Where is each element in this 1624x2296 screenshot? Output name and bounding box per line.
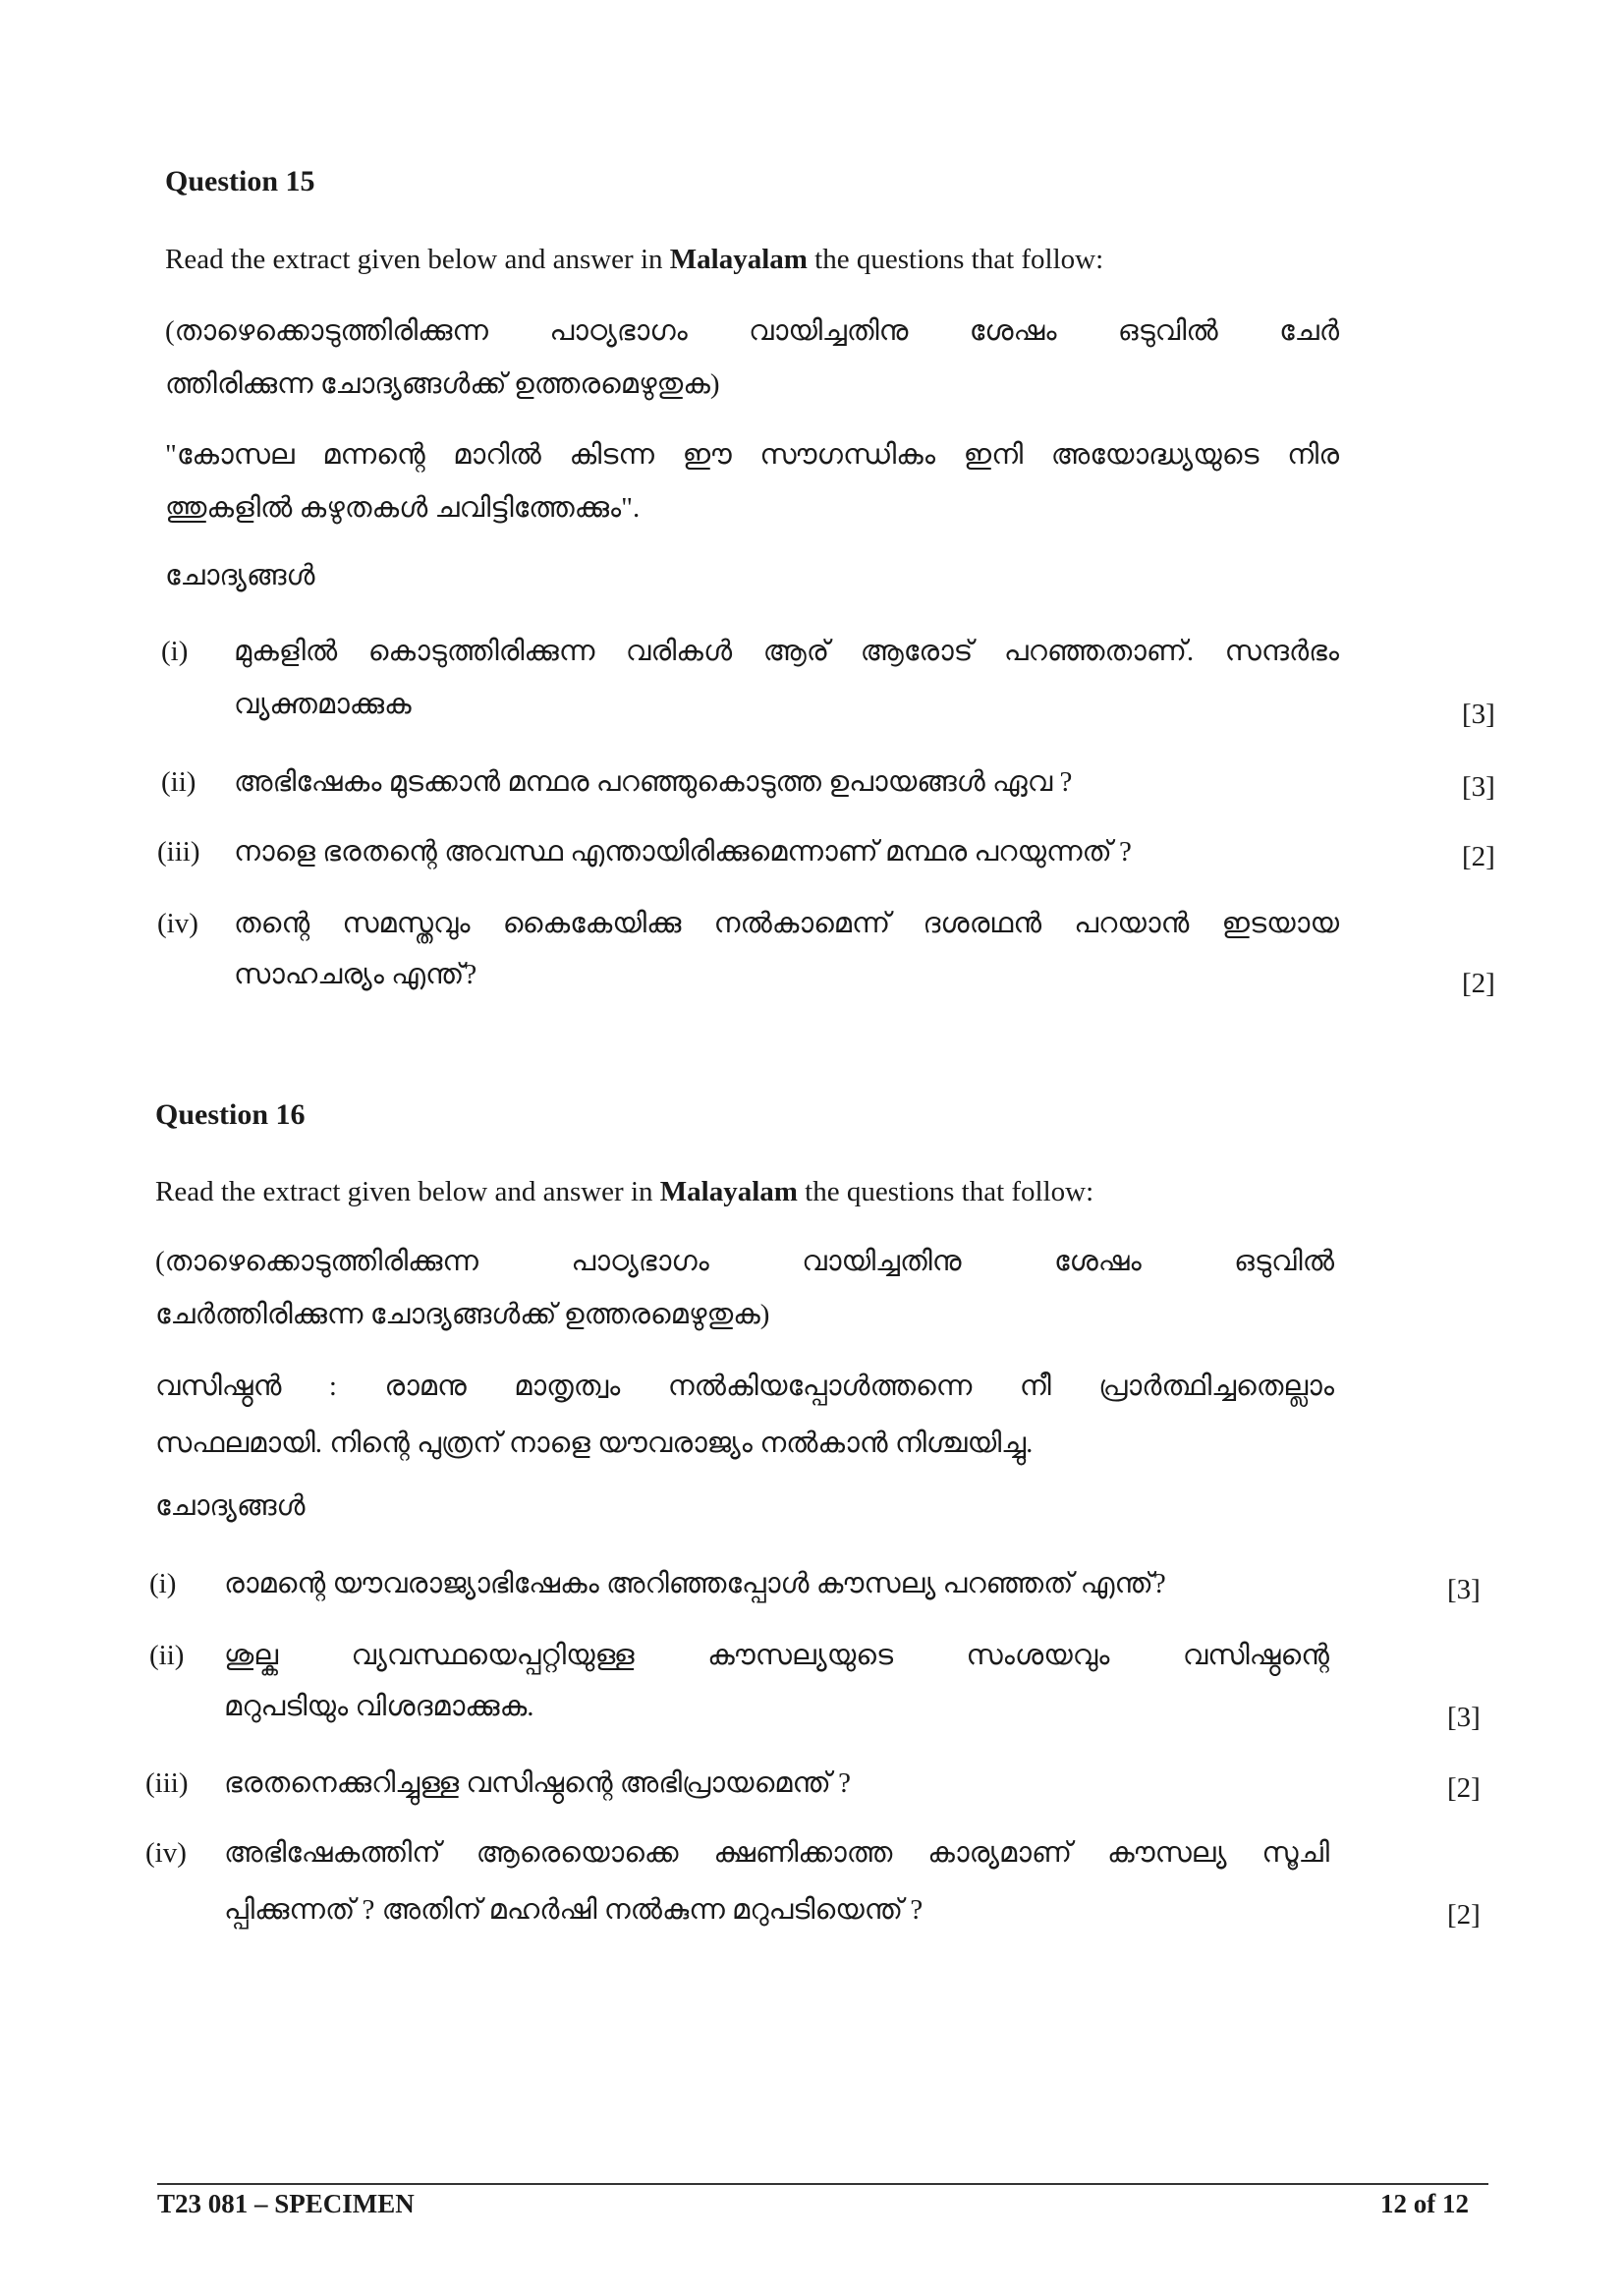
q16-questions-label: ചോദ്യങ്ങൾ	[155, 1490, 306, 1522]
q15-instruction-pre: Read the extract given below and answer in	[165, 244, 670, 275]
q16-ii-marks: [3]	[1447, 1702, 1481, 1733]
q15-i-line2: വ്യക്തമാക്കുക	[234, 689, 412, 720]
q16-iii-line1: ഭരതനെക്കുറിച്ചുള്ള വസിഷ്ഠന്റെ അഭിപ്രായമെന്ത് ?	[224, 1767, 851, 1799]
q16-extract-1: വസിഷ്ഠൻ : രാമനു മാതൃത്വം നൽകിയപ്പോൾത്തന്നെ നീ പ്രാർത്ഥിച്ചതെല്ലാം	[155, 1371, 1334, 1402]
q15-iii-marks: [2]	[1462, 841, 1495, 872]
q16-instruction-pre: Read the extract given below and answer in	[155, 1176, 660, 1207]
q15-i-num: (i)	[161, 636, 189, 667]
q15-iv-line2: സാഹചര്യം എന്ത്?	[234, 959, 477, 990]
q15-instruction	[165, 242, 1103, 277]
q15-iv-marks: [2]	[1462, 968, 1495, 999]
footer-divider	[157, 2183, 1488, 2185]
q16-iv-line1: അഭിഷേകത്തിന് ആരെയൊക്കെ ക്ഷണിക്കാത്ത കാര്യമാണ് കൗസല്യ സൂചി	[224, 1837, 1329, 1869]
q15-extract-1: "കോസല മന്നന്റെ മാറിൽ കിടന്ന ഈ സൗഗന്ധികം ഇനി അയോദ്ധ്യയുടെ നിര	[165, 439, 1339, 471]
q15-ii-num: (ii)	[161, 766, 196, 798]
footer-paper-code: T23 081 – SPECIMEN	[157, 2189, 415, 2218]
q16-i-num: (i)	[149, 1568, 177, 1599]
q16-iii-num: (iii)	[145, 1767, 189, 1799]
q16-i-marks: [3]	[1447, 1574, 1481, 1605]
question-16-title: Question 16	[155, 1098, 306, 1131]
q15-iii-num: (iii)	[157, 836, 200, 868]
q15-mal-instruction-1: (താഴെക്കൊടുത്തിരിക്കുന്ന പാഠ്യഭാഗം വായിച്ചതിനു ശേഷം ഒടുവിൽ ചേർ	[165, 315, 1339, 347]
q15-extract-2: ത്തുകളിൽ കഴുതകൾ ചവിട്ടിത്തേക്കും".	[165, 492, 641, 524]
q16-iv-num: (iv)	[145, 1837, 187, 1869]
q15-i-marks: [3]	[1462, 699, 1495, 730]
q16-instruction	[155, 1174, 1093, 1209]
q16-iv-marks: [2]	[1447, 1899, 1481, 1931]
q16-iv-line2: പ്പിക്കുന്നത് ? അതിന് മഹർഷി നൽകുന്ന മറുപടിയെന്ത് ?	[224, 1894, 924, 1926]
q15-i-line1: മുകളിൽ കൊടുത്തിരിക്കുന്ന വരികൾ ആര് ആരോട് പറഞ്ഞതാണ്. സന്ദർഭം	[234, 636, 1339, 667]
q16-i-line1: രാമന്റെ യൗവരാജ്യാഭിഷേകം അറിഞ്ഞപ്പോൾ കൗസല്യ പറഞ്ഞത് എന്ത്?	[224, 1568, 1166, 1599]
q16-ii-line2: മറുപടിയും വിശദമാക്കുക.	[224, 1691, 534, 1722]
q16-extract-2: സഫലമായി. നിന്റെ പുത്രന് നാളെ യൗവരാജ്യം നൽകാൻ നിശ്ചയിച്ചു.	[155, 1428, 1034, 1459]
q15-iv-num: (iv)	[157, 908, 198, 939]
q16-iii-marks: [2]	[1447, 1772, 1481, 1804]
q16-instruction-bold: Malayalam	[659, 1176, 798, 1207]
q15-questions-label: ചോദ്യങ്ങൾ	[165, 560, 315, 591]
q16-ii-num: (ii)	[149, 1640, 185, 1671]
q15-instruction-post: the questions that follow:	[807, 244, 1104, 275]
q15-ii-marks: [3]	[1462, 771, 1495, 803]
q16-ii-line1: ശുല്ക വ്യവസ്ഥയെപ്പറ്റിയുള്ള കൗസല്യയുടെ സംശയവും വസിഷ്ഠന്റെ	[224, 1640, 1329, 1671]
q15-iii-line1: നാളെ ഭരതന്റെ അവസ്ഥ എന്തായിരിക്കുമെന്നാണ് മന്ഥര പറയുന്നത് ?	[234, 836, 1132, 868]
q16-mal-instruction-2: ചേർത്തിരിക്കുന്ന ചോദ്യങ്ങൾക്ക് ഉത്തരമെഴുതുക)	[155, 1299, 770, 1330]
footer-page-number: 12 of 12	[1380, 2189, 1469, 2218]
question-15-title: Question 15	[165, 165, 315, 197]
q15-mal-instruction-2: ത്തിരിക്കുന്ന ചോദ്യങ്ങൾക്ക് ഉത്തരമെഴുതുക)	[165, 368, 720, 400]
q15-instruction-bold: Malayalam	[669, 244, 808, 275]
q15-ii-line1: അഭിഷേകം മുടക്കാൻ മന്ഥര പറഞ്ഞുകൊടുത്ത ഉപായങ്ങൾ ഏവ ?	[234, 766, 1073, 798]
q15-iv-line1: തന്റെ സമസ്തവും കൈകേയിക്കു നൽകാമെന്ന് ദശരഥൻ പറയാൻ ഇടയായ	[234, 908, 1339, 939]
q16-mal-instruction-1: (താഴെക്കൊടുത്തിരിക്കുന്ന പാഠ്യഭാഗം വായിച്ചതിനു ശേഷം ഒടുവിൽ	[155, 1246, 1334, 1277]
q16-instruction-post: the questions that follow:	[797, 1176, 1094, 1207]
